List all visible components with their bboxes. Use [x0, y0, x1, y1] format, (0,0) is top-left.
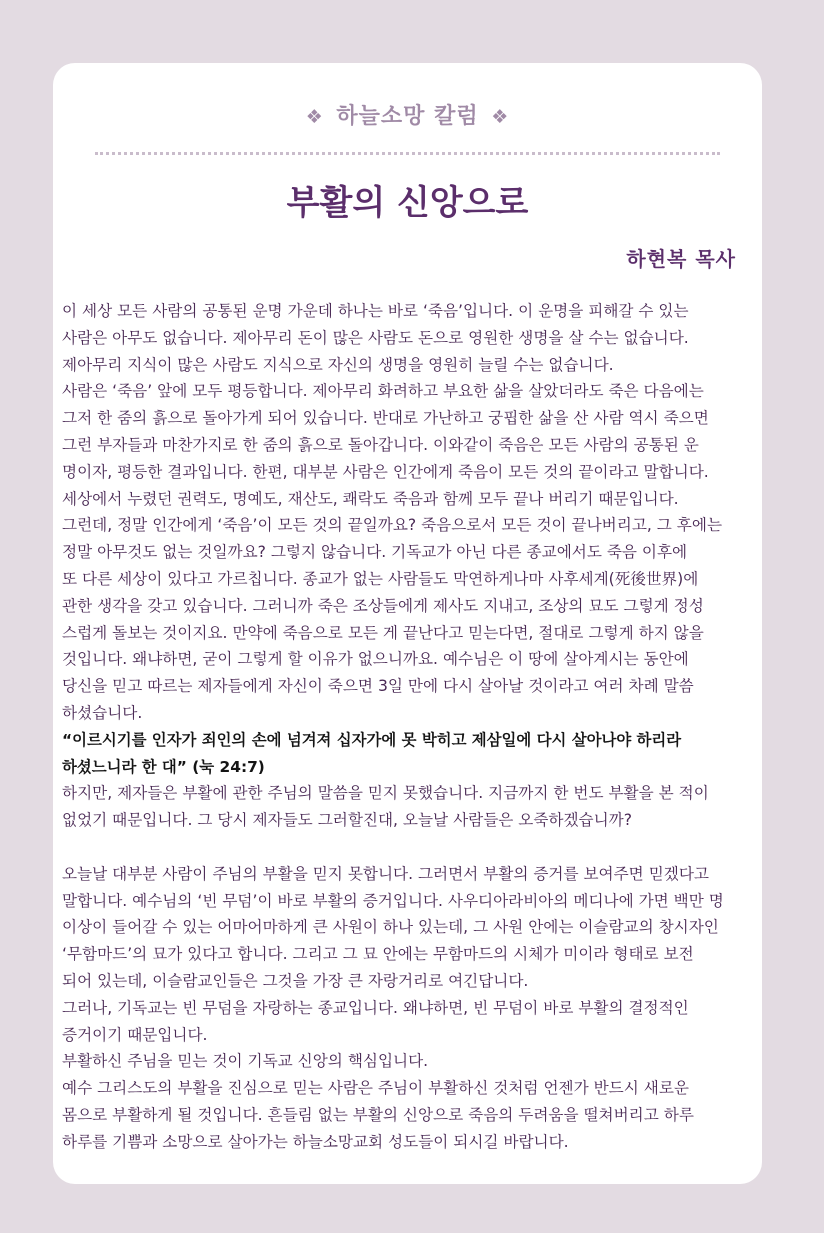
- scripture-quote-line: 하셨느니라 한 대” (눅 24:7): [62, 757, 265, 776]
- article-title: 부활의 신앙으로: [286, 183, 529, 223]
- column-card: [53, 63, 762, 1184]
- body-line: ‘무함마드’의 묘가 있다고 합니다. 그리고 그 묘 안에는 무함마드의 시체가 미이라 형태로 보전: [62, 945, 694, 964]
- article-author: 하현복 목사: [626, 247, 736, 271]
- body-line: 명이자, 평등한 결과입니다. 한편, 대부분 사람은 인간에게 죽음이 모든 것의 끝이라고 말합니다.: [62, 462, 709, 481]
- dotted-divider: [95, 152, 720, 155]
- body-line: 말합니다. 예수님의 ‘빈 무덤’이 바로 부활의 증거입니다. 사우디아라비아의 메디나에 가면 백만 명: [62, 891, 724, 910]
- body-line: 증거이기 때문입니다.: [62, 1025, 208, 1044]
- body-line: 관한 생각을 갖고 있습니다. 그러니까 죽은 조상들에게 제사도 지내고, 조상의 묘도 그렇게 정성: [62, 596, 704, 615]
- body-line: 그런 부자들과 마찬가지로 한 줌의 흙으로 돌아갑니다. 이와같이 죽음은 모든 사람의 공통된 운: [62, 435, 699, 454]
- column-header: [53, 99, 762, 130]
- body-line: 사람은 아무도 없습니다. 제아무리 돈이 많은 사람도 돈으로 영원한 생명을 살 수는 없습니다.: [62, 328, 689, 347]
- body-line: 하지만, 제자들은 부활에 관한 주님의 말씀을 믿지 못했습니다. 지금까지 한 번도 부활을 본 적이: [62, 784, 709, 803]
- body-line: 하셨습니다.: [62, 703, 143, 722]
- paragraph-gap: [62, 834, 752, 861]
- body-line: 그러나, 기독교는 빈 무덤을 자랑하는 종교입니다. 왜냐하면, 빈 무덤이 바로 부활의 결정적인: [62, 998, 689, 1017]
- body-line: 사람은 ‘죽음’ 앞에 모두 평등합니다. 제아무리 화려하고 부요한 삶을 살았더라도 죽은 다음에는: [62, 382, 704, 401]
- body-line: 것입니다. 왜냐하면, 굳이 그렇게 할 이유가 없으니까요. 예수님은 이 땅에 살아계시는 동안에: [62, 650, 689, 669]
- body-line: 예수 그리스도의 부활을 진심으로 믿는 사람은 주님이 부활하신 것처럼 언젠가 반드시 새로운: [62, 1079, 689, 1098]
- scripture-quote-line: “이르시기를 인자가 죄인의 손에 넘겨져 십자가에 못 박히고 제삼일에 다시 살아나야 하리라: [62, 730, 682, 749]
- body-line: 없었기 때문입니다. 그 당시 제자들도 그러할진대, 오늘날 사람들은 오죽하겠습니까?: [62, 811, 633, 830]
- body-line: 그런데, 정말 인간에게 ‘죽음’이 모든 것의 끝일까요? 죽음으로서 모든 것이 끝나버리고, 그 후에는: [62, 516, 723, 535]
- body-line: 스럽게 돌보는 것이지요. 만약에 죽음으로 모든 게 끝난다고 믿는다면, 절대로 그렇게 하지 않을: [62, 623, 704, 642]
- body-line: 부활하신 주님을 믿는 것이 기독교 신앙의 핵심입니다.: [62, 1052, 429, 1071]
- body-line: 되어 있는데, 이슬람교인들은 그것을 가장 큰 자랑거리로 여긴답니다.: [62, 971, 529, 990]
- body-line: 이상이 들어갈 수 있는 어마어마하게 큰 사원이 하나 있는데, 그 사원 안에는 이슬람교의 창시자인: [62, 918, 719, 937]
- body-line: 이 세상 모든 사람의 공통된 운명 가운데 하나는 바로 ‘죽음’입니다. 이 운명을 피해갈 수 있는: [62, 302, 689, 320]
- body-line: 제아무리 지식이 많은 사람도 지식으로 자신의 생명을 영원히 늘릴 수는 없습니다.: [62, 355, 614, 374]
- body-line: 그저 한 줌의 흙으로 돌아가게 되어 있습니다. 반대로 가난하고 궁핍한 삶을 산 사람 역시 죽으면: [62, 409, 709, 428]
- body-line: 또 다른 세상이 있다고 가르칩니다. 종교가 없는 사람들도 막연하게나마 사후세계(死後世界)에: [62, 569, 699, 588]
- article-body: [62, 298, 752, 1156]
- body-line: 하루를 기쁨과 소망으로 살아가는 하늘소망교회 성도들이 되시길 바랍니다.: [62, 1132, 569, 1151]
- body-line: 정말 아무것도 없는 것일까요? 그렇지 않습니다. 기독교가 아닌 다른 종교에서도 죽음 이후에: [62, 543, 688, 562]
- body-line: 세상에서 누렸던 권력도, 명예도, 재산도, 쾌락도 죽음과 함께 모두 끝나 버리기 때문입니다.: [62, 489, 679, 508]
- body-line: 당신을 믿고 따르는 제자들에게 자신이 죽으면 3일 만에 다시 살아날 것이라고 여러 차례 말씀: [62, 677, 694, 696]
- body-line: 몸으로 부활하게 될 것입니다. 흔들림 없는 부활의 신앙으로 죽음의 두려움을 떨쳐버리고 하루: [62, 1105, 694, 1124]
- column-header-label: 하늘소망 칼럼: [336, 104, 479, 129]
- diamond-icon: ❖: [305, 106, 324, 128]
- diamond-icon: ❖: [491, 106, 510, 128]
- body-line: 오늘날 대부분 사람이 주님의 부활을 믿지 못합니다. 그러면서 부활의 증거를 보여주면 믿겠다고: [62, 864, 709, 883]
